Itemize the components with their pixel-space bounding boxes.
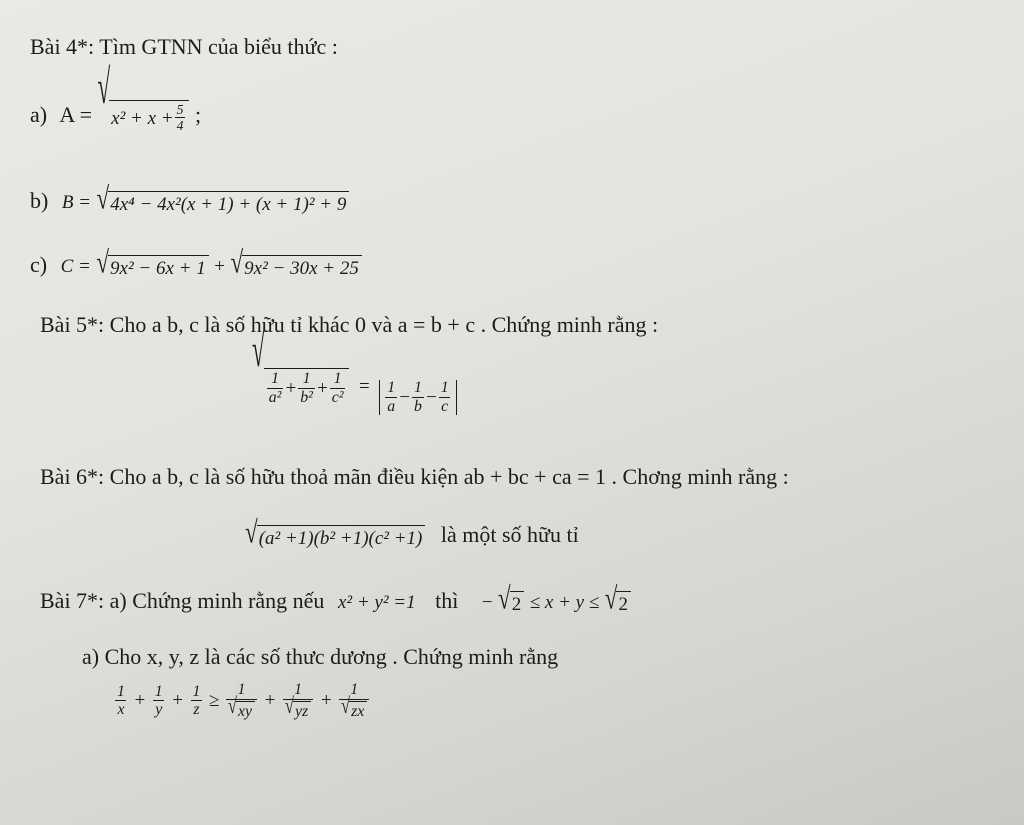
bai5-sqrt xyxy=(252,321,349,406)
bai4-a-end: ; xyxy=(194,101,202,127)
bai5-frac-b xyxy=(412,380,424,415)
minus-sign: − xyxy=(424,387,438,409)
radical-icon: √ xyxy=(284,692,294,719)
bai4-part-a xyxy=(30,58,202,134)
plus-sign: + xyxy=(263,690,277,712)
bai5-frac-c xyxy=(439,380,451,415)
frac-den: y xyxy=(155,701,163,719)
radicand-yz: yz xyxy=(293,701,311,721)
radicand-two: 2 xyxy=(510,591,525,614)
bai5-title: Bài 5*: Cho a b, c là số hữu tỉ khác 0 và a = b + c . Chứng minh rằng : xyxy=(40,312,659,337)
bai7-part-b-text: a) Cho x, y, z là các số thưc dương . Chứng minh rằng xyxy=(82,644,559,669)
radical-icon: √ xyxy=(230,244,244,280)
bai4-a-fraction xyxy=(175,103,186,134)
bai7-frac-sqrt-yz xyxy=(283,682,313,720)
radical-icon: √ xyxy=(245,514,258,550)
frac-num: 1 xyxy=(387,379,396,397)
frac-num: 1 xyxy=(192,682,201,700)
frac-num: 1 xyxy=(350,681,359,698)
frac-num: 1 xyxy=(294,681,302,698)
bai4-b-sqrt xyxy=(96,180,350,216)
bai4-title: Bài 4*: Tìm GTNN của biểu thức : xyxy=(30,34,338,59)
bai6-radicand: (a² +1)(b² +1)(c² +1) xyxy=(257,525,426,548)
bai4-c-plus: + xyxy=(214,256,225,277)
bai4-c-radicand-2: 9x² − 30x + 25 xyxy=(242,255,362,278)
bai5-frac-a xyxy=(385,380,397,415)
radical-icon: √ xyxy=(604,580,618,616)
plus-sign: + xyxy=(133,690,147,712)
radicand-two: 2 xyxy=(616,591,631,614)
frac-num: 1 xyxy=(271,370,279,387)
bai7-sqrt-2-left xyxy=(498,580,524,616)
frac-num: 1 xyxy=(440,379,449,397)
frac-num: 1 xyxy=(413,379,422,397)
bai7-frac-z xyxy=(191,684,203,719)
bai5-abs xyxy=(379,380,456,415)
frac-num: 1 xyxy=(237,681,246,698)
frac-den: a xyxy=(387,397,396,415)
bai4-c-sqrt-2 xyxy=(230,244,361,280)
bai4-b-label: b) xyxy=(30,188,49,213)
bai7-condition: x² + y² =1 xyxy=(337,592,416,613)
bai6-sqrt xyxy=(245,514,425,550)
bai7-ineq-minus: − xyxy=(481,592,493,613)
bai4-b-radicand: 4x⁴ − 4x²(x + 1) + (x + 1)² + 9 xyxy=(108,191,349,214)
bai6-title: Bài 6*: Cho a b, c là số hữu thoả mãn điều kiện ab + bc + ca = 1 . Chơng minh rằng : xyxy=(40,464,789,489)
radical-icon: √ xyxy=(97,58,111,114)
radical-icon: √ xyxy=(227,692,237,719)
frac-den: b xyxy=(413,397,422,415)
bai7-frac-y xyxy=(153,684,165,719)
radical-icon: √ xyxy=(96,180,110,216)
bai4-c-lhs: C = xyxy=(60,256,91,277)
bai6-tail: là một số hữu tỉ xyxy=(440,522,579,547)
plus-sign: + xyxy=(319,690,333,712)
frac-den: z xyxy=(193,701,200,719)
bai5-frac-c2 xyxy=(330,371,346,406)
geq-sign: ≥ xyxy=(208,690,220,712)
bai4-c-label: c) xyxy=(30,252,48,277)
radical-icon: √ xyxy=(341,692,351,719)
bai4-c-sqrt-1 xyxy=(96,244,208,280)
bai4-a-radicand: x² + x + xyxy=(111,107,174,129)
plus-sign: + xyxy=(171,690,184,712)
radical-icon: √ xyxy=(498,580,511,616)
frac-num: 1 xyxy=(333,370,342,387)
equals-sign: = xyxy=(358,376,370,398)
radical-icon: √ xyxy=(252,321,265,377)
bai7-part-a xyxy=(40,580,631,616)
bai7-part-b-ineq xyxy=(114,682,370,720)
frac-num: 1 xyxy=(154,682,163,700)
plus-sign: + xyxy=(284,378,298,400)
bai7-title: Bài 7*: a) Chứng minh rằng nếu xyxy=(40,588,325,613)
bai5-frac-a2 xyxy=(267,371,284,406)
bai4-a-frac-den: 4 xyxy=(176,118,184,134)
bai4-a-lhs: A = xyxy=(59,101,92,127)
bai7-sqrt-2-right xyxy=(604,580,631,616)
bai4-c-radicand-1: 9x² − 6x + 1 xyxy=(108,255,209,278)
bai4-part-c xyxy=(30,244,362,280)
minus-sign: − xyxy=(398,387,411,409)
radical-icon: √ xyxy=(96,244,110,280)
bai5-frac-b2 xyxy=(298,371,315,406)
frac-num: 1 xyxy=(117,682,125,700)
frac-den: x xyxy=(117,701,125,719)
bai7-ineq-mid: ≤ x + y ≤ xyxy=(529,592,600,613)
frac-den: c xyxy=(441,397,449,415)
bai7-frac-sqrt-zx xyxy=(339,682,369,720)
frac-den: c² xyxy=(331,388,344,406)
frac-den: b² xyxy=(300,388,313,406)
bai4-part-b xyxy=(30,180,349,216)
bai4-a-sqrt xyxy=(97,58,189,134)
bai7-frac-x xyxy=(115,684,127,719)
bai7-thi: thì xyxy=(435,588,459,613)
bai4-a-frac-num: 5 xyxy=(176,102,184,117)
bai6-statement xyxy=(245,514,579,550)
plus-sign: + xyxy=(315,378,329,400)
bai7-frac-sqrt-xy xyxy=(226,682,257,720)
frac-den: a² xyxy=(268,388,282,406)
radicand-zx: zx xyxy=(349,701,367,721)
frac-num: 1 xyxy=(302,370,311,387)
bai4-a-label: a) xyxy=(30,101,48,127)
bai4-b-lhs: B = xyxy=(61,192,92,213)
bai5-identity xyxy=(252,321,457,415)
radicand-xy: xy xyxy=(236,701,255,721)
